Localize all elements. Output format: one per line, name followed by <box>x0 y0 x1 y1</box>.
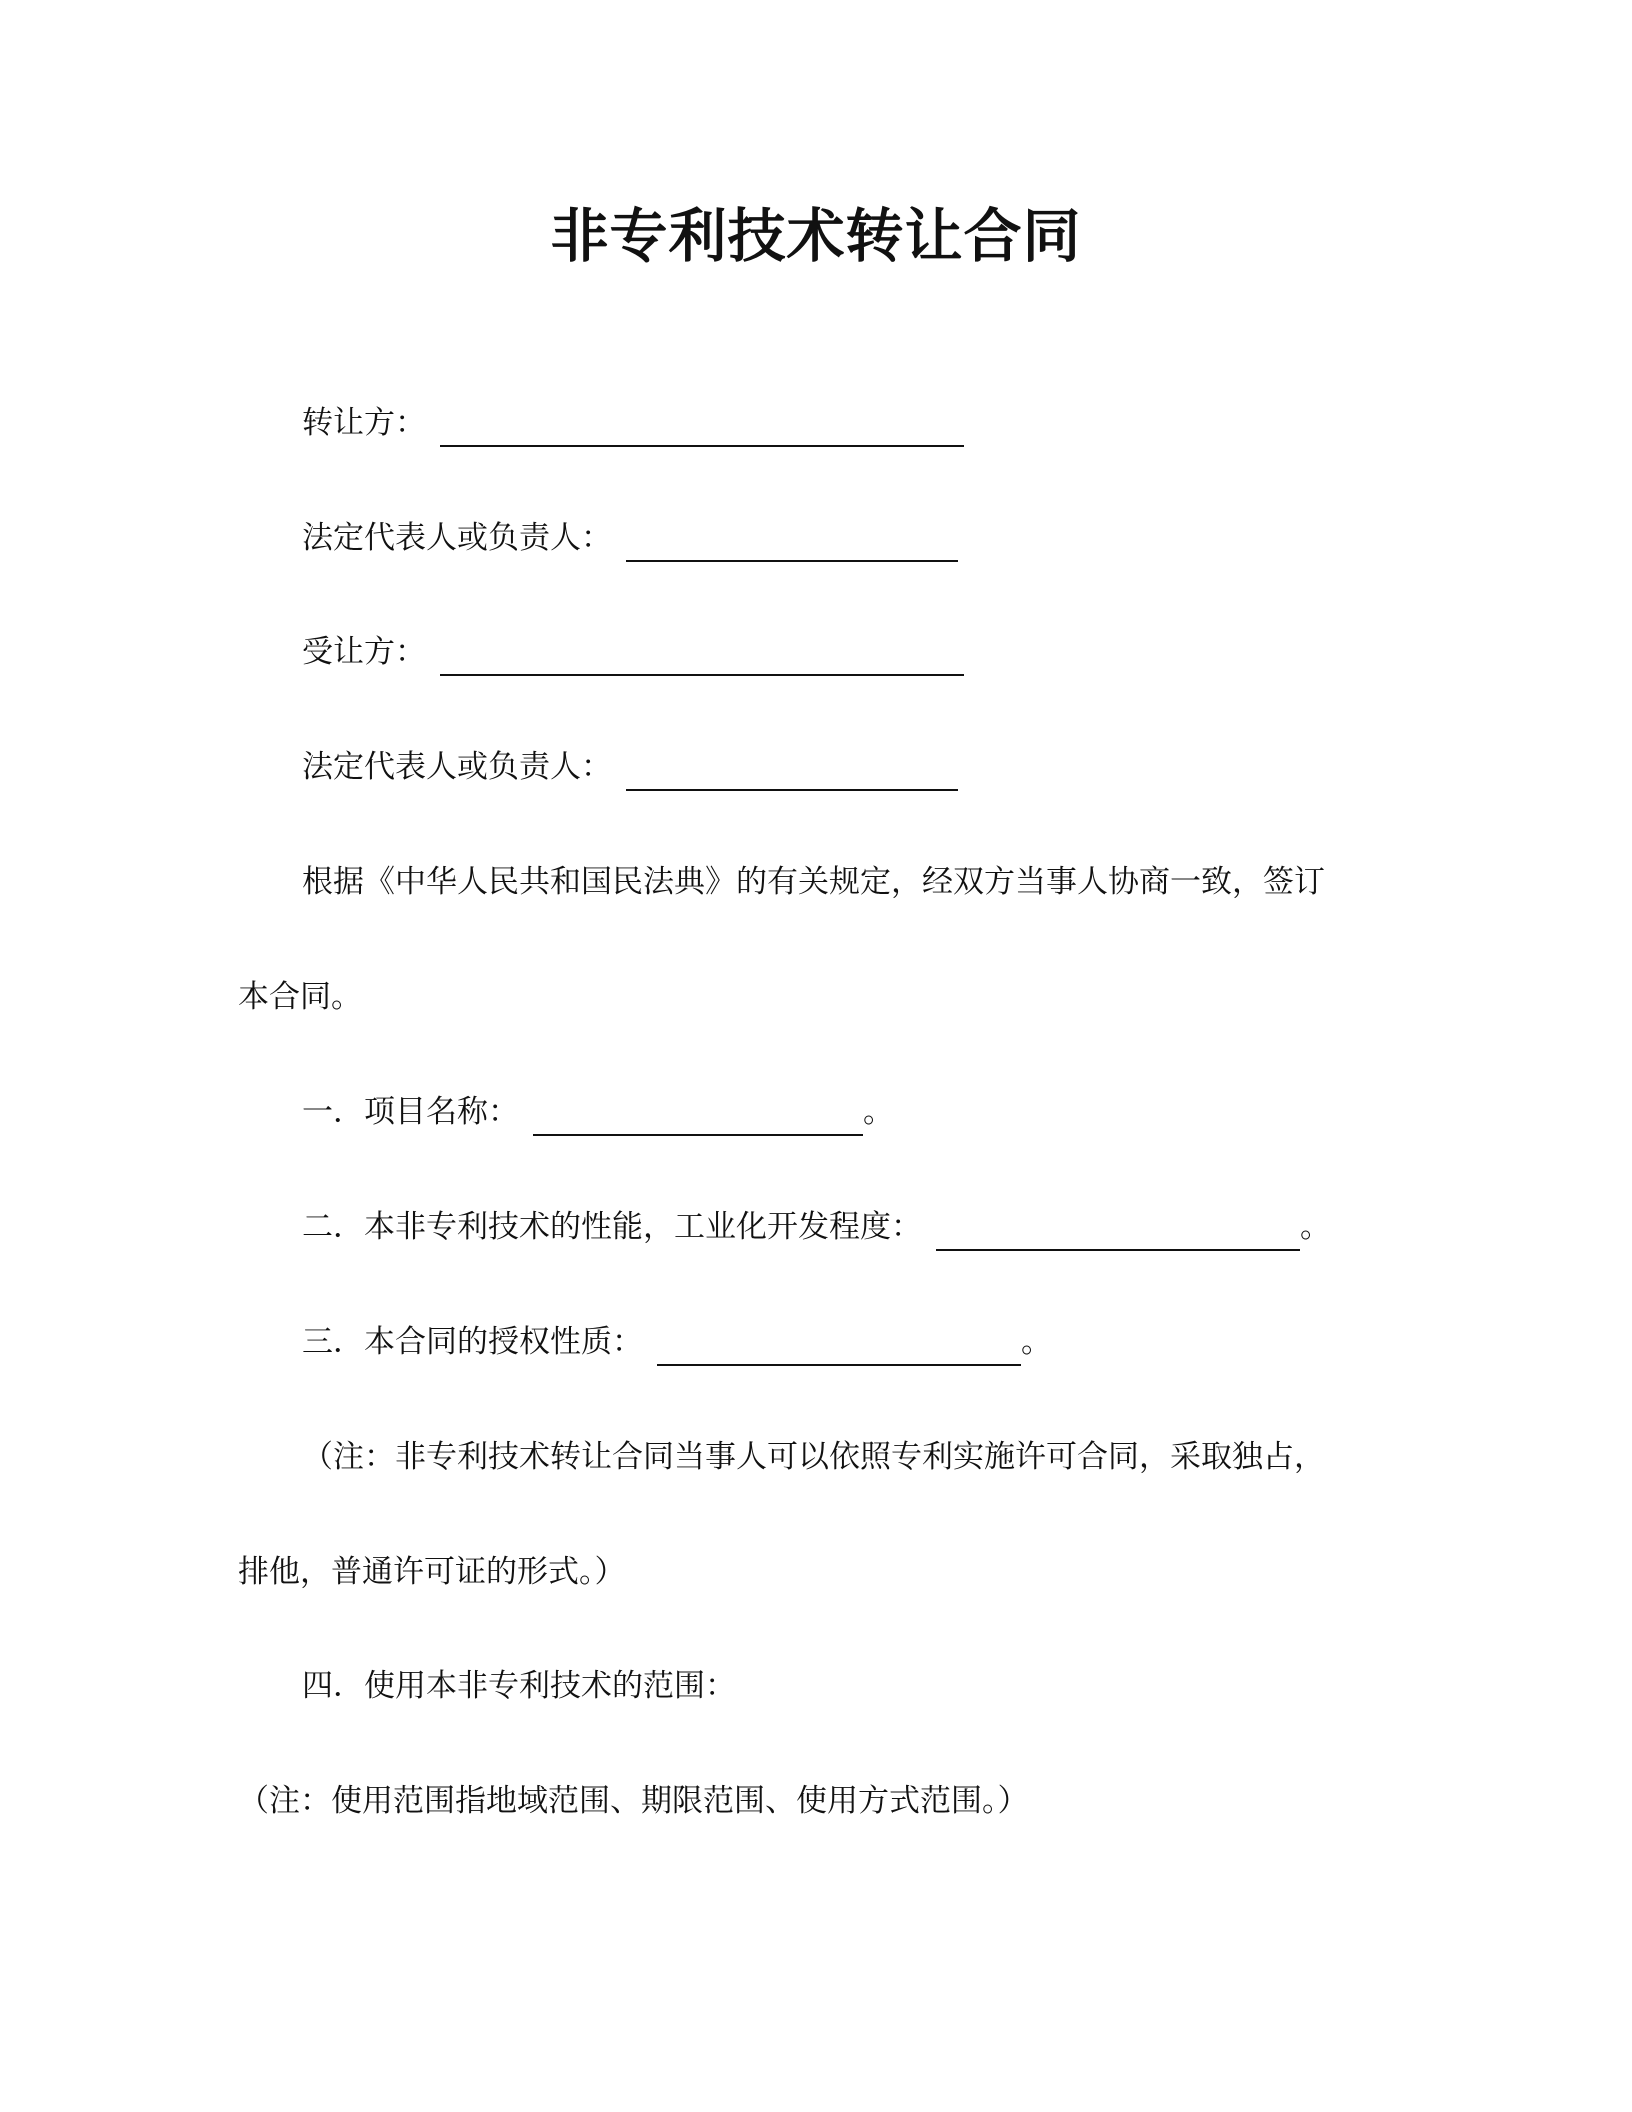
clause-3-label: 三．本合同的授权性质： <box>302 1324 643 1360</box>
transferor-rep-blank <box>626 526 958 562</box>
transferee-row <box>302 628 964 676</box>
transferor-rep-label: 法定代表人或负责人： <box>302 520 612 556</box>
clause-2-label: 二．本非专利技术的性能，工业化开发程度： <box>302 1209 922 1245</box>
preamble-line-2: 本合同。 <box>238 979 362 1015</box>
transferor-blank <box>440 411 964 447</box>
clause-1-row <box>302 1088 894 1136</box>
note-1-line-1: （注：非专利技术转让合同当事人可以依照专利实施许可合同，采取独占， <box>302 1439 1325 1475</box>
clause-2-row <box>302 1203 1331 1251</box>
clause-3-period: 。 <box>1021 1324 1052 1360</box>
clause-1-blank <box>533 1100 863 1136</box>
transferee-rep-label: 法定代表人或负责人： <box>302 749 612 785</box>
transferee-label: 受让方： <box>302 634 426 670</box>
clause-2-blank <box>936 1215 1300 1251</box>
clause-4-label: 四．使用本非专利技术的范围： <box>302 1668 736 1704</box>
clause-1-period: 。 <box>863 1094 894 1130</box>
clause-2-period: 。 <box>1300 1209 1331 1245</box>
transferee-blank <box>440 640 964 676</box>
clause-3-row <box>302 1318 1052 1366</box>
transferee-rep-blank <box>626 755 958 791</box>
clause-3-blank <box>657 1330 1021 1366</box>
transferor-rep-row <box>302 514 958 562</box>
note-1-line-2: 排他，普通许可证的形式。） <box>238 1554 626 1590</box>
clause-1-label: 一．项目名称： <box>302 1094 519 1130</box>
transferee-rep-row <box>302 743 958 791</box>
note-2: （注：使用范围指地域范围、期限范围、使用方式范围。） <box>238 1783 1029 1819</box>
preamble-line-1: 根据《中华人民共和国民法典》的有关规定，经双方当事人协商一致，签订 <box>302 864 1325 900</box>
transferor-label: 转让方： <box>302 405 426 441</box>
document-title: 非专利技术转让合同 <box>550 202 1082 270</box>
transferor-row <box>302 399 964 447</box>
